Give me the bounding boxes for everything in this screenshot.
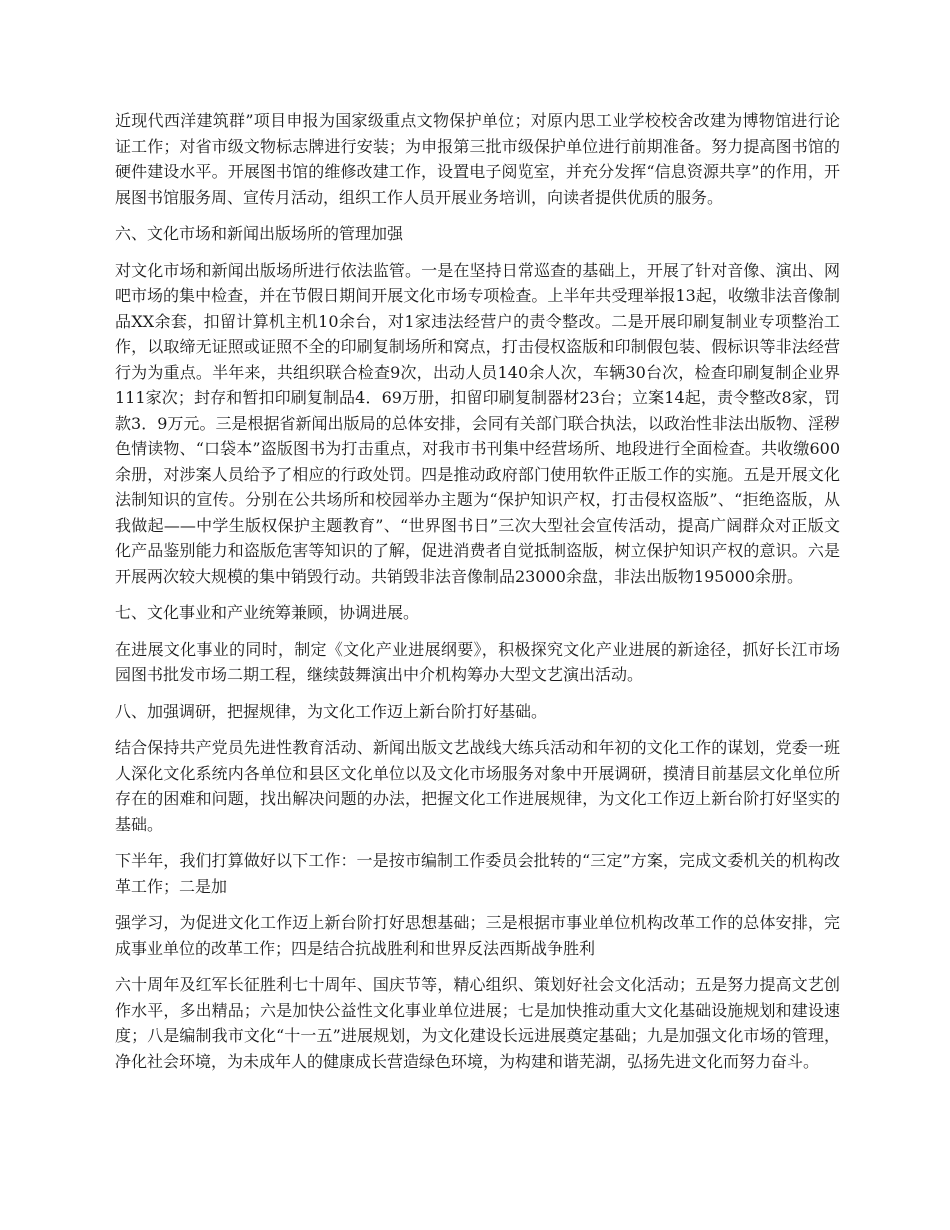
document-body [115, 108, 840, 1085]
paragraph-second-half-plan-2: 强学习，为促进文化工作迈上新台阶打好思想基础；三是根据市事业单位机构改革工作的总体安排，完成事业单位的改革工作；四是结合抗战胜利和世界反法西斯战争胜利 [115, 913, 840, 958]
paragraph-market-supervision: 对文化市场和新闻出版场所进行依法监管。一是在坚持日常巡查的基础上，开展了针对音像、演出、网吧市场的集中检查，并在节假日期间开展文化市场专项检查。上半年共受理举报13起，收缴非法音像制品XX余套，扣留计算机主机10余台，对1家违法经营户的责令整改。二是开展印刷复制业专项整治工作，以取缔无证照或证照不全的印刷复制场所和窝点，打击侵权盗版和印制假包装、假标识等非法经营行为为重点。半年来，共组织联合检查9次，出动人员140余人次，车辆30台次，检查印刷复制企业界111家次；封存和暂扣印刷复制品4．69万册，扣留印刷复制器材23台；立案14起，责令整改8家，罚款3．9万元。三是根据省新闻出版局的总体安排，会同有关部门联合执法，以政治性非法出版物、淫秽色情读物、“口袋本”盗版图书为打击重点，对我市书刊集中经营场所、地段进行全面检查。共收缴600余册，对涉案人员给予了相应的行政处罚。四是推动政府部门使用软件正版工作的实施。五是开展文化法制知识的宣传。分别在公共场所和校园举办主题为“保护知识产权，打击侵权盗版”、“拒绝盗版，从我做起——中学生版权保护主题教育”、“世界图书日”三次大型社会宣传活动，提高广阔群众对正版文化产品鉴别能力和盗版危害等知识的了解，促进消费者自觉抵制盗版，树立保护知识产权的意识。六是开展两次较大规模的集中销毁行动。共销毁非法音像制品23000余盘，非法出版物195000余册。 [115, 260, 840, 586]
paragraph-heritage-library: 近现代西洋建筑群”项目申报为国家级重点文物保护单位；对原内思工业学校校舍改建为博物馆进行论证工作；对省市级文物标志牌进行安装；为申报第三批市级保护单位进行前期准备。努力提高图书馆的硬件建设水平。开展图书馆的维修改建工作，设置电子阅览室，并充分发挥“信息资源共享”的作用，开展图书馆服务周、宣传月活动，组织工作人员开展业务培训，向读者提供优质的服务。 [115, 111, 840, 207]
section-heading-8: 八、加强调研，把握规律，为文化工作迈上新台阶打好基础。 [115, 701, 548, 721]
paragraph-research: 结合保持共产党员先进性教育活动、新闻出版文艺战线大练兵活动和年初的文化工作的谋划，党委一班人深化文化系统内各单位和县区文化单位以及文化市场服务对象中开展调研，摸清目前基层文化单位所存在的困难和问题，找出解决问题的办法，把握文化工作进展规律，为文化工作迈上新台阶打好坚实的基础。 [115, 738, 840, 834]
paragraph-second-half-plan-3: 六十周年及红军长征胜利七十周年、国庆节等，精心组织、策划好社会文化活动；五是努力提高文艺创作水平，多出精品；六是加快公益性文化事业单位进展；七是加快推动重大文化基础设施规划和建设速度；八是编制我市文化“十一五”进展规划，为文化建设长远进展奠定基础；九是加强文化市场的管理，净化社会环境，为未成年人的健康成长营造绿色环境，为构建和谐芜湖，弘扬先进文化而努力奋斗。 [115, 975, 840, 1071]
paragraph-second-half-plan-1: 下半年，我们打算做好以下工作：一是按市编制工作委员会批转的“三定”方案，完成文委机关的机构改革工作；二是加 [115, 851, 840, 896]
section-heading-6: 六、文化市场和新闻出版场所的管理加强 [115, 224, 404, 243]
paragraph-industry-development: 在进展文化事业的同时，制定《文化产业进展纲要》，积极探究文化产业进展的新途径，抓好长江市场园图书批发市场二期工程，继续鼓舞演出中介机构筹办大型文艺演出活动。 [115, 639, 840, 684]
section-heading-7: 七、文化事业和产业统筹兼顾，协调进展。 [115, 603, 420, 622]
